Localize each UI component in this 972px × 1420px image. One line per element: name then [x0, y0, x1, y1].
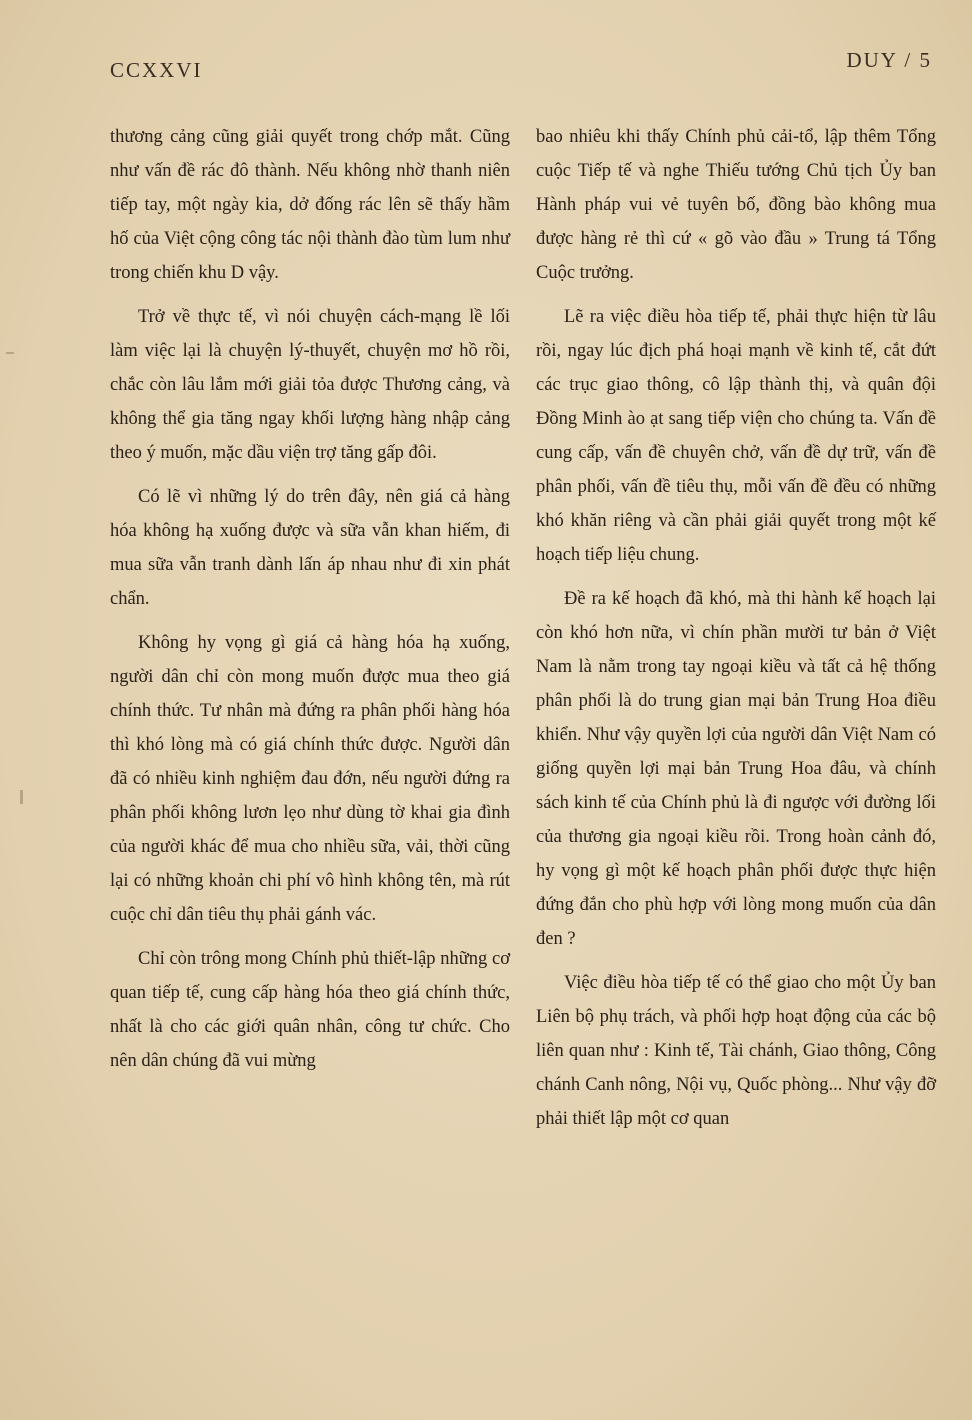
- running-header-left: CCXXVI: [110, 58, 203, 82]
- running-header-page-number: DUY / 5: [846, 48, 932, 72]
- paragraph: Việc điều hòa tiếp tế có thể giao cho một Ủy ban Liên bộ phụ trách, và phối hợp hoạt động của các bộ liên quan như : Kinh tế, Tài chánh, Giao thông, Công chánh Canh nông, Nội vụ, Quốc phòng... Như vậy đỡ phải thiết lập một cơ quan: [536, 973, 936, 1129]
- paragraph: Không hy vọng gì giá cả hàng hóa hạ xuống, người dân chỉ còn mong muốn được mua theo giá chính thức. Tư nhân mà đứng ra phân phối hàng hóa thì khó lòng mà có giá chính thức được. Người dân đã có nhiều kinh nghiệm đau đớn, nếu người đứng ra phân phối không lươn lẹo như dùng tờ khai gia đình của người khác để mua cho nhiều sữa, vải, thời cũng lại có những khoản chi phí vô hình không tên, mà rút cuộc chỉ dân tiêu thụ phải gánh vác.: [110, 633, 510, 925]
- paragraph: Đề ra kế hoạch đã khó, mà thi hành kế hoạch lại còn khó hơn nữa, vì chín phần mười tư bản ở Việt Nam là nằm trong tay ngoại kiều và tất cả hệ thống phân phối là do trung gian mại bản Trung Hoa điều khiển. Như vậy quyền lợi của người dân Việt Nam có giống quyền lợi mại bản Trung Hoa đâu, và chính sách kinh tế của Chính phủ là đi ngược với đường lối của thương gia ngoại kiều rồi. Trong hoàn cảnh đó, hy vọng gì một kế hoạch phân phối được thực hiện đứng đắn cho phù hợp với lòng mong muốn của dân đen ?: [536, 589, 936, 949]
- paragraph: Có lẽ vì những lý do trên đây, nên giá cả hàng hóa không hạ xuống được và sữa vẫn khan hiếm, đi mua sữa vẫn tranh dành lấn áp nhau như đi xin phát chẩn.: [110, 487, 510, 609]
- paragraph: thương cảng cũng giải quyết trong chớp mắt. Cũng như vấn đề rác đô thành. Nếu không nhờ thanh niên tiếp tay, một ngày kia, dở đống rác lên sẽ thấy hầm hố của Việt cộng công tác nội thành đào tùm lum như trong chiến khu D vậy.: [110, 127, 510, 283]
- right-column: [536, 120, 936, 1146]
- left-column: [110, 120, 510, 1088]
- paragraph: Lẽ ra việc điều hòa tiếp tế, phải thực hiện từ lâu rồi, ngay lúc địch phá hoại mạnh về kinh tế, cắt đứt các trục giao thông, cô lập thành thị, và quân đội Đồng Minh ào ạt sang tiếp viện cho chúng ta. Vấn đề cung cấp, vấn đề chuyên chở, vấn đề dự trữ, vấn đề phân phối, vấn đề tiêu thụ, mỗi vấn đề đều có những khó khăn riêng và cần phải giải quyết trong một kế hoạch tiếp liệu chung.: [536, 307, 936, 565]
- paragraph: Chỉ còn trông mong Chính phủ thiết-lập những cơ quan tiếp tế, cung cấp hàng hóa theo giá chính thức, nhất là cho các giới quân nhân, công tư chức. Cho nên dân chúng đã vui mừng: [110, 949, 510, 1071]
- paragraph: Trở về thực tế, vì nói chuyện cách-mạng lề lối làm việc lại là chuyện lý-thuyết, chuyện mơ hồ rồi, chắc còn lâu lắm mới giải tỏa được Thương cảng, và không thể gia tăng ngay khối lượng hàng nhập cảng theo ý muốn, mặc dầu viện trợ tăng gấp đôi.: [110, 307, 510, 463]
- margin-mark: [6, 352, 14, 354]
- margin-mark: [20, 790, 23, 804]
- paragraph: bao nhiêu khi thấy Chính phủ cải-tổ, lập thêm Tổng cuộc Tiếp tế và nghe Thiếu tướng Chủ tịch Ủy ban Hành pháp vui vẻ tuyên bố, đồng bào không mua được hàng rẻ thì cứ « gõ vào đầu » Trung tá Tổng Cuộc trưởng.: [536, 127, 936, 283]
